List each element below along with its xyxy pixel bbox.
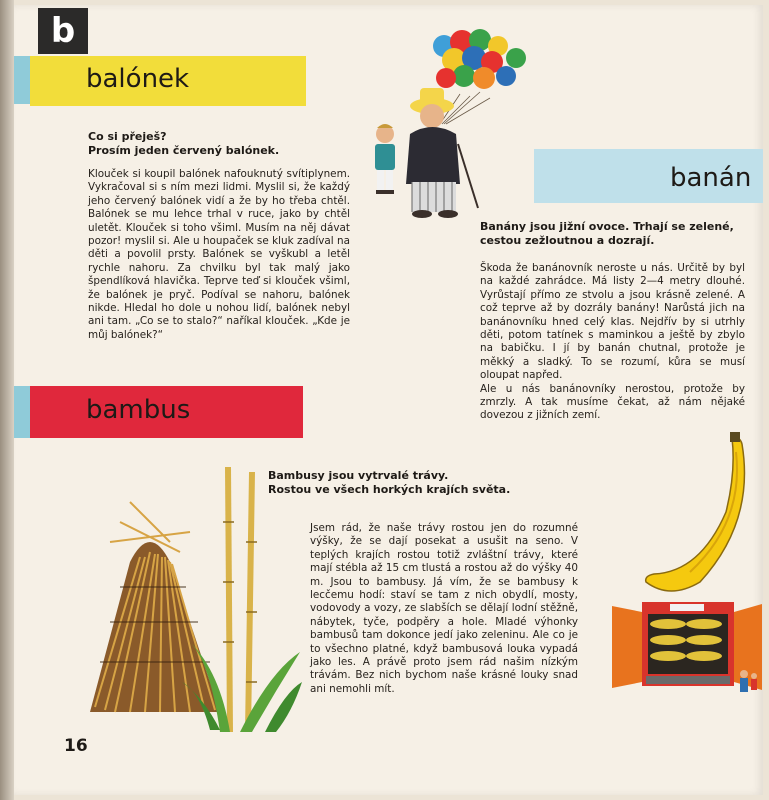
banana-truck-illustration (612, 596, 762, 701)
balonek-intro: Co si přeješ? Prosím jeden červený balónek. (88, 130, 280, 157)
banana-illustration (640, 432, 755, 602)
banan-intro: Banány jsou jižní ovoce. Trhají se zelené, cestou zežloutnou a dozrají. (480, 220, 734, 247)
balonek-headword: balónek (86, 64, 190, 94)
book-spine (0, 0, 14, 800)
letter-tab: b (38, 8, 88, 54)
banan-headword: banán (670, 163, 752, 193)
balonek-body: Klouček si koupil balónek nafouknutý svítiplynem. Vykračoval si s ním mezi lidmi. Myslil si, že každý jeho červený balónek vidí a že by ho třeba chtěl. Balónek se mu lehce trhal v ruce, jako by chtěl uletět. Klouček si toho všiml. Musím na něj dávat pozor! myslil si. Ale u houpaček se kluk zadíval na děti a povolil prsty. Balónek se vyškubl a letěl rychle nahoru. Za chvilku byl tak malý jako špendlíková hlavička. Teprve teď si klouček všiml, že balónek je pryč. Podíval se nahoru, balónek nikde. Hledal ho dole u nohou lidí, balónek nebyl ani tam. „Co se to stalo?“ naříkal klouček. „Kde je můj balónek?“ (88, 168, 350, 341)
bambus-body: Jsem rád, že naše trávy rostou jen do rozumné výšky, že se dají posekat a usušit na seno. V teplých krajích rostou totiž zvláštní trávy, které mají stébla až 15 cm tlustá a rostou až do výšky 40 m. Jsou to bambusy. Já vím, že se bambusy k lecčemu hodí: staví se tam z nich obydlí, mosty, vodovody a vozy, ze slabších se dělají lodní stěžně, nábytek, tyče, podpěry a hole. Mladé výhonky bambusů tam dokonce jedí jako zeleninu. Ale co je to všechno platné, když bambusová louka vypadá jako les. A právě proto jsem rád našim nízkým trávám. Bez nich bychom naše krásné louky snad ani nemohli mít. (310, 522, 578, 695)
bambus-headword: bambus (86, 395, 191, 425)
bamboo-hut-illustration (70, 462, 305, 732)
banan-body: Škoda že banánovník neroste u nás. Určitě by byl na každé zahrádce. Má listy 2—4 metry dlouhé. Vyrůstají přímo ze stvolu a jsou krásně zelené. A což teprve až by dozrály banány! Narůstá jich na banánovníku hned celý klas. Nejdřív by si utrhly děti, potom tatínek s maminkou a ještě by zbylo na babičku. I jí by banán chutnal, protože je měkký a sladký. To se rozumí, kůra se musí oloupat napřed. Ale u nás banánovníky nerostou, protože by zmrzly. A tak musíme čekat, až nám nějaké dovezou z jižních zemí. (480, 262, 745, 422)
page-number: 16 (64, 736, 88, 756)
bambus-accent (14, 386, 30, 438)
bambus-intro: Bambusy jsou vytrvalé trávy. Rostou ve všech horkých krajích světa. (268, 469, 511, 496)
balonek-accent (14, 56, 30, 104)
balloon-seller-illustration (360, 24, 540, 224)
